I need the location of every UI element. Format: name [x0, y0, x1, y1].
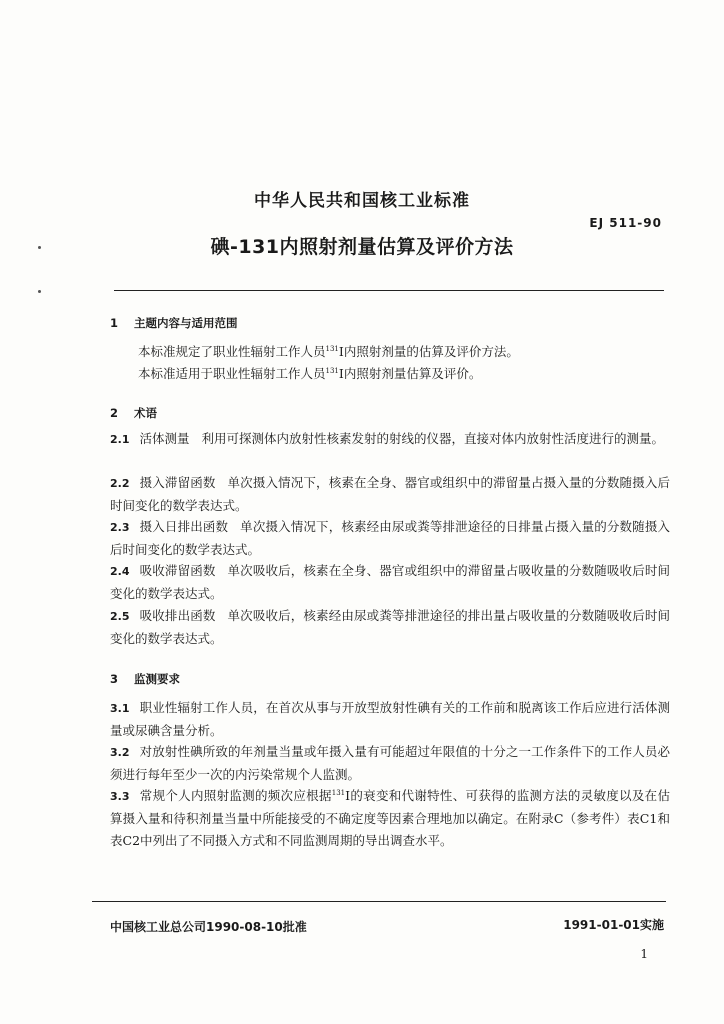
footer-rule	[92, 901, 666, 902]
requirement-item	[110, 741, 670, 786]
section-title: 监测要求	[134, 672, 180, 686]
definition-text: 单次摄入情况下，核素经由尿或粪等排泄途径的日排量占摄入量的分数随摄入后时间变化的数学表达式。	[110, 519, 670, 557]
section-number: 2	[110, 406, 119, 420]
margin-mark	[38, 290, 41, 293]
section-title: 术语	[134, 406, 157, 420]
standard-code: EJ 511-90	[589, 216, 662, 230]
section-number: 3	[110, 672, 119, 686]
text-run: 常规个人内照射监测的频次应根据	[139, 788, 332, 803]
definition-item	[110, 428, 670, 451]
term: 摄入日排出函数	[139, 519, 229, 534]
item-number: 3.3	[110, 790, 130, 803]
document-title: 碘-131内照射剂量估算及评价方法	[210, 236, 514, 258]
page-number: 1	[640, 947, 648, 961]
definition-text: 单次吸收后，核素在全身、器官或组织中的滞留量占吸收量的分数随吸收后时间变化的数学表达式。	[110, 563, 670, 601]
definition-text: 利用可探测体内放射性核素发射的射线的仪器，直接对体内放射性活度进行的测量。	[201, 431, 665, 446]
definition-text: 单次摄入情况下，核素在全身、器官或组织中的滞留量占摄入量的分数随摄入后时间变化的数学表达式。	[110, 475, 670, 513]
requirement-text: 对放射性碘所致的年剂量当量或年摄入量有可能超过年限值的十分之一工作条件下的工作人员必须进行每年至少一次的内污染常规个人监测。	[110, 744, 670, 782]
text-run: I内照射剂量估算及评价。	[338, 366, 482, 381]
item-number: 2.2	[110, 477, 130, 490]
item-number: 2.1	[110, 433, 130, 446]
isotope-mass-number: 131	[325, 344, 339, 353]
section-title: 主题内容与适用范围	[134, 316, 238, 330]
isotope-mass-number: 131	[331, 788, 346, 797]
definition-item	[110, 605, 670, 650]
definition-item	[110, 516, 670, 561]
definition-item	[110, 472, 670, 517]
item-number: 2.3	[110, 521, 130, 534]
standard-org-title: 中华人民共和国核工业标准	[254, 191, 470, 211]
requirement-item	[110, 785, 670, 852]
term: 吸收滞留函数	[139, 563, 216, 578]
section-1-paragraph-2	[110, 363, 670, 385]
requirement-text: 职业性辐射工作人员，在首次从事与开放型放射性碘有关的工作前和脱离该工作后应进行活体测量或尿碘含量分析。	[110, 700, 670, 738]
section-heading-2	[110, 405, 157, 421]
section-heading-1	[110, 315, 238, 331]
item-number: 3.2	[110, 746, 130, 759]
section-heading-3	[110, 671, 180, 687]
item-number: 2.5	[110, 610, 130, 623]
isotope-mass-number: 131	[325, 366, 339, 375]
section-1-paragraph-1	[110, 341, 670, 363]
term: 活体测量	[139, 431, 190, 446]
margin-mark	[38, 246, 41, 249]
definition-text: 单次吸收后，核素经由尿或粪等排泄途径的排出量占吸收量的分数随吸收后时间变化的数学表达式。	[110, 608, 670, 646]
text-run: I内照射剂量的估算及评价方法。	[338, 344, 519, 359]
term: 摄入滞留函数	[139, 475, 216, 490]
approval-date: 中国核工业总公司1990-08-10批准	[110, 920, 307, 934]
text-run: 本标准适用于职业性辐射工作人员	[138, 366, 326, 381]
definition-item	[110, 560, 670, 605]
requirement-item	[110, 697, 670, 742]
header-rule	[114, 290, 664, 291]
item-number: 3.1	[110, 702, 130, 715]
section-number: 1	[110, 316, 119, 330]
text-run: 本标准规定了职业性辐射工作人员	[138, 344, 326, 359]
effective-date: 1991-01-01实施	[563, 918, 664, 932]
term: 吸收排出函数	[139, 608, 216, 623]
text-run: I的衰变和代谢特性、可获得的监测方法的灵敏度以及在估算摄入量和待积剂量当量中所能接受的不确定度等因素合理地加以确定。在附录C（参考件）表C1和表C2中列出了不同摄入方式和不同监测周期的导出调查水平。	[110, 788, 670, 848]
item-number: 2.4	[110, 565, 130, 578]
